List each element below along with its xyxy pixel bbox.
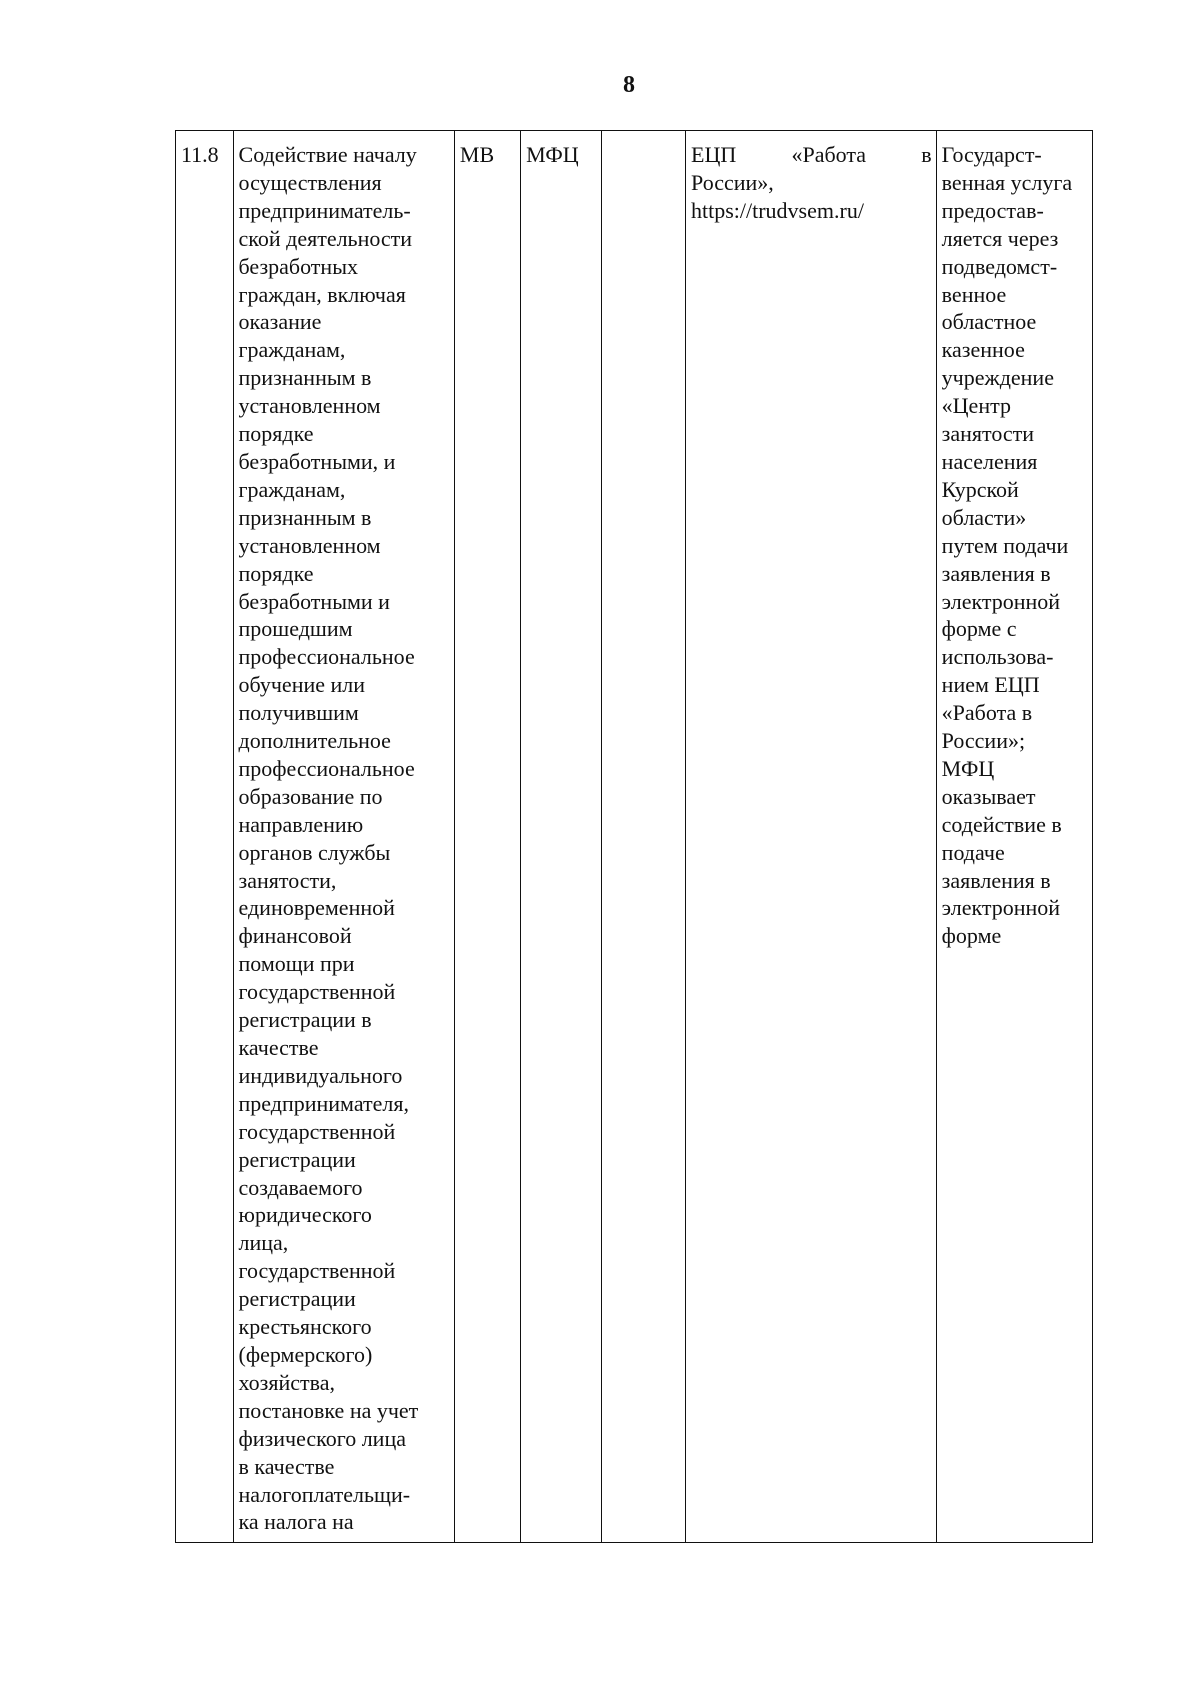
service-name-line: крестьянского	[238, 1314, 372, 1340]
service-name-line: безработными и	[238, 588, 390, 614]
table-row	[176, 131, 1093, 1543]
service-name-line: граждан, включая	[238, 281, 406, 307]
note-line: электронной	[941, 588, 1061, 614]
service-name-line: создаваемого	[238, 1174, 363, 1200]
service-name-line: предприниматель-	[238, 197, 411, 223]
service-name-line: обучение или	[238, 672, 366, 698]
service-name-line: оказание	[238, 309, 322, 335]
note-line: форме с	[941, 616, 1017, 642]
note-line: оказывает	[941, 783, 1036, 809]
service-name-line: безработных	[238, 253, 358, 279]
service-name-line: прошедшим	[238, 616, 353, 642]
service-name-line: финансовой	[238, 923, 352, 949]
service-name-line: регистрации	[238, 1146, 356, 1172]
service-name-cell	[233, 131, 454, 1543]
service-name-line: профессиональное	[238, 755, 415, 781]
service-name-line: регистрации в	[238, 1007, 372, 1033]
service-name-line: государственной	[238, 1258, 396, 1284]
page-number: 8	[623, 72, 635, 98]
service-name-line: государственной	[238, 1118, 396, 1144]
portal-word-1: ЕЦП	[691, 142, 737, 167]
note-line: венное	[941, 281, 1007, 307]
service-name-line: единовременной	[238, 895, 395, 921]
note-cell	[936, 131, 1092, 1543]
note-line: области»	[941, 504, 1027, 530]
service-name-line: установленном	[238, 532, 381, 558]
level-value: МВ	[459, 142, 495, 167]
note-line: электронной	[941, 895, 1061, 921]
note-line: учреждение	[941, 365, 1054, 391]
note-line: «Центр	[941, 393, 1011, 419]
service-name-line: качестве	[238, 1035, 319, 1060]
level-cell	[454, 131, 520, 1543]
service-name-line: Содействие началу	[238, 142, 417, 167]
empty-cell	[602, 131, 686, 1543]
service-name-line: профессиональное	[238, 644, 415, 670]
note-line: форме	[941, 923, 1002, 949]
service-name-line: помощи при	[238, 951, 355, 977]
service-name-line: ской деятельности	[238, 225, 413, 251]
service-name-line: осуществления	[238, 169, 382, 195]
service-name-line: порядке	[238, 560, 314, 586]
note-line: Государст-	[941, 142, 1042, 167]
service-name-line: получившим	[238, 700, 359, 726]
note-line: заявления в	[941, 560, 1051, 586]
service-name-line: гражданам,	[238, 476, 346, 502]
service-name-line: лица,	[238, 1230, 289, 1256]
service-name-line: предпринимателя,	[238, 1090, 409, 1116]
note-line: занятости	[941, 421, 1035, 447]
note-text	[942, 141, 1088, 950]
services-table	[175, 130, 1093, 1543]
note-line: Курской	[941, 476, 1019, 502]
portal-line-2: России»,	[691, 169, 774, 195]
service-name-line: в качестве	[238, 1453, 335, 1479]
note-line: использова-	[941, 644, 1054, 670]
row-number-cell	[176, 131, 234, 1543]
service-name-line: направлению	[238, 811, 364, 837]
service-name-line: физического лица	[238, 1425, 406, 1451]
service-name-line: государственной	[238, 979, 396, 1005]
service-name-line: занятости,	[238, 867, 337, 893]
provider-cell	[521, 131, 602, 1543]
note-line: подаче	[941, 839, 1005, 865]
note-line: подведомст-	[941, 253, 1058, 279]
service-name-line: дополнительное	[238, 728, 391, 754]
service-name-line: порядке	[238, 421, 314, 447]
note-line: нием ЕЦП	[941, 672, 1040, 698]
service-name-line: налогоплательщи-	[238, 1481, 411, 1507]
row-number: 11.8	[181, 142, 219, 167]
service-name-line: хозяйства,	[238, 1369, 336, 1395]
note-line: венная услуга	[941, 169, 1073, 195]
service-name-line: индивидуального	[238, 1062, 403, 1088]
service-name-line: постановке на учет	[238, 1397, 419, 1423]
note-line: содействие в	[941, 811, 1062, 837]
service-name-line: регистрации	[238, 1286, 356, 1312]
service-name-line: (фермерского)	[238, 1341, 373, 1367]
service-name-line: органов службы	[238, 839, 391, 865]
note-line: областное	[941, 309, 1037, 335]
service-name-line: гражданам,	[238, 337, 346, 363]
note-line: населения	[941, 448, 1038, 474]
note-line: заявления в	[941, 867, 1051, 893]
service-name-line: образование по	[238, 783, 383, 809]
portal-line-1	[691, 141, 932, 169]
service-name-line: безработными, и	[238, 448, 396, 474]
provider-value: МФЦ	[526, 142, 579, 167]
note-line: ляется через	[941, 225, 1059, 251]
service-name-line: признанным в	[238, 504, 372, 530]
service-name-line: ка налога на	[238, 1509, 354, 1535]
note-line: МФЦ	[941, 755, 995, 781]
note-line: «Работа в	[941, 700, 1033, 726]
portal-word-2: «Работа	[791, 142, 867, 167]
note-line: казенное	[941, 337, 1025, 363]
note-line: предостав-	[941, 197, 1044, 223]
portal-word-3: в	[921, 142, 932, 167]
service-name-line: юридического	[238, 1202, 372, 1228]
note-line: путем подачи	[941, 532, 1069, 558]
portal-cell	[686, 131, 937, 1543]
note-line: России»;	[941, 728, 1026, 754]
service-name-line: признанным в	[238, 365, 372, 391]
portal-link[interactable]: https://trudvsem.ru/	[691, 197, 864, 223]
service-name-text	[239, 141, 450, 1536]
service-name-line: установленном	[238, 393, 381, 419]
